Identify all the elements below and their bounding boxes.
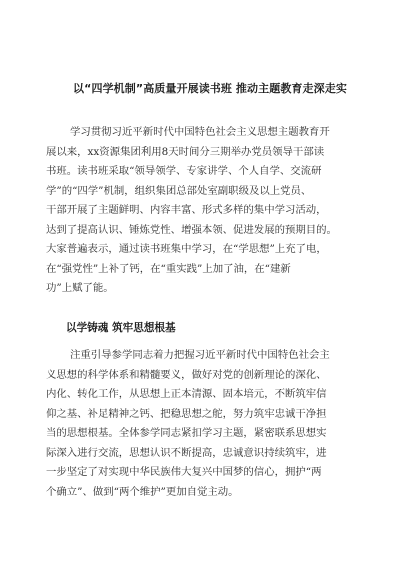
paragraph-line: 当的思想根基。全体参学同志紧扣学习主题，紧密联系思想实 [46, 427, 327, 439]
paragraph-line: 功”上赋了能。 [46, 282, 114, 294]
paragraph-line: 注重引导参学同志着力把握习近平新时代中国特色社会主 [70, 349, 330, 361]
paragraph-line: 达到了提高认识、锤炼党性、增强本领、促进发展的预期目的。 [46, 223, 337, 236]
paragraph-line: 仰之基、补足精神之钙、把稳思想之舵，努力筑牢忠诚干净担 [46, 407, 327, 420]
paragraph-line: 学”的“四学”机制，组织集团总部处室副职级及以上党员、 [46, 184, 312, 197]
document-title: 以“四学机制”高质量开展读书班 推动主题教育走深走实 [73, 82, 347, 95]
paragraph-line: 干部开展了主题鲜明、内容丰富、形式多样的集中学习活动， [46, 204, 327, 216]
intro-paragraph [46, 123, 366, 299]
paragraph-line: 际深入进行交流，思想认识不断提高，忠诚意识持续筑牢，进 [46, 446, 327, 459]
paragraph-line: 大家普遍表示，通过读书班集中学习，在“学思想”上充了电， [46, 243, 327, 255]
section-heading: 以学铸魂 筑牢思想根基 [66, 322, 176, 334]
paragraph-line: 学习贯彻习近平新时代中国特色社会主义思想主题教育开 [70, 126, 330, 138]
section-paragraph [46, 346, 366, 502]
paragraph-line: 内化、转化工作，从思想上正本清源、固本培元，不断筑牢信 [46, 388, 327, 400]
paragraph-line: 个确立”、做到“两个维护”更加自觉主动。 [46, 485, 239, 498]
paragraph-line: 展以来，xx资源集团利用8天时间分三期举办党员领导干部读 [46, 145, 325, 158]
paragraph-line: 在“强党性”上补了钙，在“重实践”上加了油，在“建新 [46, 262, 291, 275]
paragraph-line: 一步坚定了对实现中华民族伟大复兴中国梦的信心，拥护“两 [46, 466, 322, 478]
paragraph-line: 义思想的科学体系和精髓要义，做好对党的创新理论的深化、 [46, 368, 327, 381]
paragraph-line: 书班。读书班采取“领导领学、专家讲学、个人自学、交流研 [46, 165, 322, 177]
